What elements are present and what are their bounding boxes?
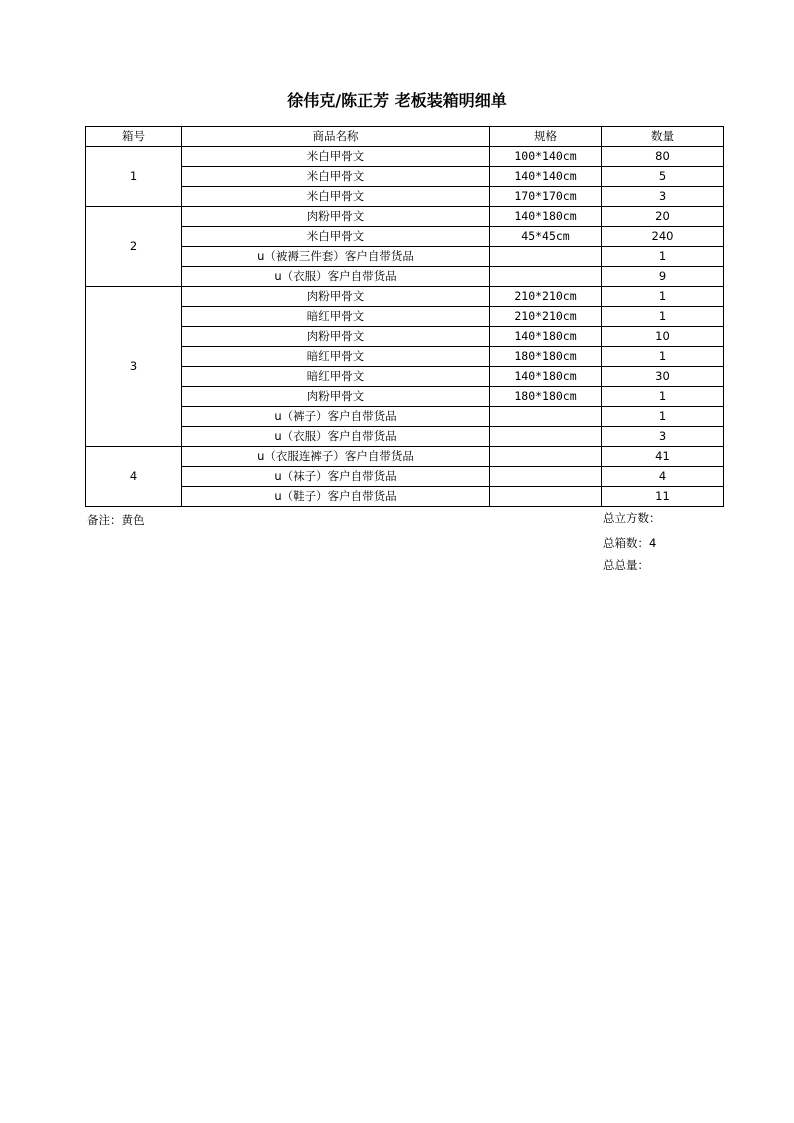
table-row [86, 407, 724, 427]
product-name-cell: 肉粉甲骨文 [182, 287, 490, 307]
spec-cell: 180*180cm [490, 347, 602, 367]
product-name-cell: 暗红甲骨文 [182, 307, 490, 327]
table-row [86, 487, 724, 507]
table-row [86, 467, 724, 487]
quantity-cell: 1 [602, 307, 724, 327]
quantity-cell: 30 [602, 367, 724, 387]
quantity-cell: 240 [602, 227, 724, 247]
product-name-cell: 肉粉甲骨文 [182, 387, 490, 407]
table-row [86, 447, 724, 467]
spec-cell: 140*180cm [490, 367, 602, 387]
spec-cell: 140*180cm [490, 207, 602, 227]
table-row [86, 167, 724, 187]
quantity-cell: 4 [602, 467, 724, 487]
table-row [86, 147, 724, 167]
table-row [86, 387, 724, 407]
quantity-cell: 20 [602, 207, 724, 227]
spec-cell: 140*180cm [490, 327, 602, 347]
quantity-cell: 80 [602, 147, 724, 167]
quantity-cell: 5 [602, 167, 724, 187]
table-row [86, 427, 724, 447]
spec-cell [490, 247, 602, 267]
spec-cell [490, 487, 602, 507]
box-number-cell: 2 [86, 207, 182, 287]
product-name-cell: u（衣服连裤子）客户自带货品 [182, 447, 490, 467]
header-quantity: 数量 [602, 127, 724, 147]
total-boxes: 总箱数：4 [603, 536, 657, 550]
quantity-cell: 11 [602, 487, 724, 507]
header-specification: 规格 [490, 127, 602, 147]
table-row [86, 307, 724, 327]
total-volume: 总立方数： [603, 511, 661, 525]
quantity-cell: 9 [602, 267, 724, 287]
spec-cell [490, 467, 602, 487]
remark-note: 备注：黄色 [87, 513, 145, 527]
spec-cell: 45*45cm [490, 227, 602, 247]
product-name-cell: 暗红甲骨文 [182, 367, 490, 387]
table-header-row [86, 127, 724, 147]
product-name-cell: 米白甲骨文 [182, 147, 490, 167]
quantity-cell: 1 [602, 287, 724, 307]
product-name-cell: u（衣服）客户自带货品 [182, 427, 490, 447]
spec-cell: 210*210cm [490, 287, 602, 307]
quantity-cell: 10 [602, 327, 724, 347]
spec-cell [490, 427, 602, 447]
product-name-cell: 米白甲骨文 [182, 187, 490, 207]
spec-cell: 170*170cm [490, 187, 602, 207]
packing-list-table [85, 126, 724, 507]
table-row [86, 347, 724, 367]
quantity-cell: 1 [602, 407, 724, 427]
quantity-cell: 41 [602, 447, 724, 467]
product-name-cell: u（鞋子）客户自带货品 [182, 487, 490, 507]
product-name-cell: u（裤子）客户自带货品 [182, 407, 490, 427]
quantity-cell: 3 [602, 427, 724, 447]
product-name-cell: u（衣服）客户自带货品 [182, 267, 490, 287]
spec-cell: 140*140cm [490, 167, 602, 187]
quantity-cell: 1 [602, 387, 724, 407]
table-row [86, 327, 724, 347]
product-name-cell: u（被褥三件套）客户自带货品 [182, 247, 490, 267]
product-name-cell: 米白甲骨文 [182, 227, 490, 247]
header-product-name: 商品名称 [182, 127, 490, 147]
total-weight: 总总量： [603, 558, 649, 572]
spec-cell: 100*140cm [490, 147, 602, 167]
product-name-cell: u（袜子）客户自带货品 [182, 467, 490, 487]
box-number-cell: 3 [86, 287, 182, 447]
product-name-cell: 米白甲骨文 [182, 167, 490, 187]
quantity-cell: 1 [602, 247, 724, 267]
box-number-cell: 4 [86, 447, 182, 507]
table-row [86, 267, 724, 287]
table-row [86, 187, 724, 207]
table-row [86, 207, 724, 227]
quantity-cell: 3 [602, 187, 724, 207]
spec-cell: 180*180cm [490, 387, 602, 407]
table-row [86, 367, 724, 387]
header-box-number: 箱号 [86, 127, 182, 147]
table-row [86, 247, 724, 267]
box-number-cell: 1 [86, 147, 182, 207]
product-name-cell: 肉粉甲骨文 [182, 327, 490, 347]
spec-cell [490, 407, 602, 427]
table-row [86, 227, 724, 247]
product-name-cell: 肉粉甲骨文 [182, 207, 490, 227]
document-title: 徐伟克/陈正芳 老板装箱明细单 [287, 91, 507, 110]
table-row [86, 287, 724, 307]
product-name-cell: 暗红甲骨文 [182, 347, 490, 367]
spec-cell: 210*210cm [490, 307, 602, 327]
quantity-cell: 1 [602, 347, 724, 367]
spec-cell [490, 267, 602, 287]
spec-cell [490, 447, 602, 467]
